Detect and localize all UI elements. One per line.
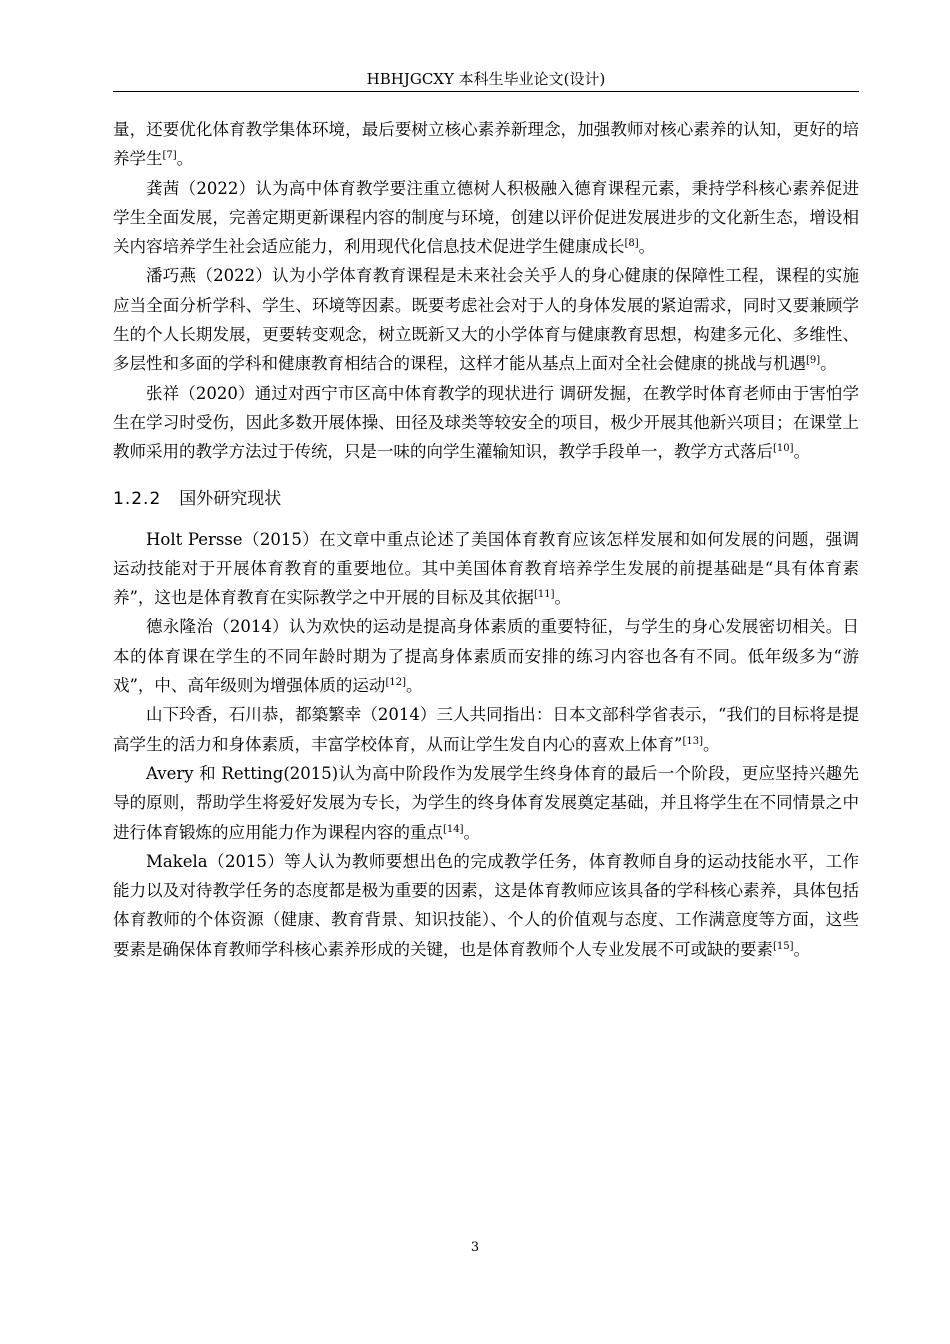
paragraph xyxy=(113,174,859,262)
page-header: HBHJGCXY 本科生毕业论文(设计) xyxy=(366,70,606,88)
citation-ref: [13] xyxy=(682,735,703,747)
section-title: 国外研究现状 xyxy=(179,488,282,509)
citation-ref: [15] xyxy=(773,940,794,952)
citation-ref: [9] xyxy=(806,355,821,367)
paragraph-end: 。 xyxy=(463,822,481,842)
paragraph xyxy=(113,525,859,613)
paragraph-text: 德永隆治（2014）认为欢快的运动是提高身体素质的重要特征，与学生的身心发展密切相关。日本的体育课在学生的不同年龄时期为了提高身体素质而安排的练习内容也各有不同。低年级多为“游戏”，中、高年级则为增强体质的运动 xyxy=(113,617,859,696)
paragraph-end: 。 xyxy=(405,676,423,696)
paragraph-text: Avery 和 Retting(2015)认为高中阶段作为发展学生终身体育的最后一个阶段，更应坚持兴趣先导的原则，帮助学生将爱好发展为专长，为学生的终身体育发展奠定基础，并且将学生在不同情景之中进行体育锻炼的应用能力作为课程内容的重点 xyxy=(113,763,859,842)
paragraph xyxy=(113,379,859,467)
header-rule xyxy=(113,91,859,92)
page-number: 3 xyxy=(470,1240,480,1255)
paragraph-text: 量，还要优化体育教学集体环境，最后要树立核心素养新理念，加强教师对核心素养的认知，更好的培养学生 xyxy=(113,120,859,169)
paragraph xyxy=(113,847,859,964)
paragraph-end: 。 xyxy=(820,354,837,374)
paragraph-continued xyxy=(113,115,859,174)
citation-ref: [10] xyxy=(773,443,794,455)
paragraph-end: 。 xyxy=(176,149,194,169)
citation-ref: [11] xyxy=(533,589,555,601)
citation-ref: [12] xyxy=(385,677,406,689)
paragraph-end: 。 xyxy=(702,734,720,754)
paragraph xyxy=(113,612,859,700)
section-number: 1.2.2 xyxy=(113,488,162,509)
paragraph-text: Holt Persse（2015）在文章中重点论述了美国体育教育应该怎样发展和如何发展的问题，强调运动技能对于开展体育教育的重要地位。其中美国体育教育培养学生发展的前提基础是“具有体育素养”，这也是体育教育在实际教学之中开展的目标及其依据 xyxy=(113,529,859,608)
citation-ref: [8] xyxy=(624,238,639,250)
paragraph-end: 。 xyxy=(638,237,656,257)
paragraph-text: 山下玲香，石川恭，都築繁幸（2014）三人共同指出：日本文部科学省表示，“我们的目标将是提高学生的活力和身体素质，丰富学校体育，从而让学生发自内心的喜欢上体育” xyxy=(113,705,859,754)
paragraph-end: 。 xyxy=(554,588,571,608)
paragraph-text: 潘巧燕（2022）认为小学体育教育课程是未来社会关乎人的身心健康的保障性工程，课程的实施应当全面分析学科、学生、环境等因素。既要考虑社会对于人的身体发展的紧迫需求，同时又要兼顾学生的个人长期发展，更要转变观念，树立既新又大的小学体育与健康教育思想，构建多元化、多维性、多层性和多面的学科和健康教育相结合的课程，这样才能从基点上面对全社会健康的挑战与机遇 xyxy=(113,266,859,374)
paragraph-end: 。 xyxy=(793,442,811,462)
paragraph-text: 龚茜（2022）认为高中体育教学要注重立德树人积极融入德育课程元素，秉持学科核心素养促进学生全面发展，完善定期更新课程内容的制度与环境，创建以评价促进发展进步的文化新生态，增设相关内容培养学生社会适应能力，利用现代化信息技术促进学生健康成长 xyxy=(113,178,859,257)
paragraph xyxy=(113,759,859,847)
body-text xyxy=(113,115,859,964)
paragraph-text: Makela（2015）等人认为教师要想出色的完成教学任务，体育教师自身的运动技能水平，工作能力以及对待教学任务的态度都是极为重要的因素，这是体育教师应该具备的学科核心素养，具体包括体育教师的个体资源（健康、教育背景、知识技能）、个人的价值观与态度、工作满意度等方面，这些要素是确保体育教师学科核心素养形成的关键，也是体育教师个人专业发展不可或缺的要素 xyxy=(113,851,859,959)
paragraph xyxy=(113,261,859,378)
section-heading xyxy=(113,485,859,514)
paragraph-text: 张祥（2020）通过对西宁市区高中体育教学的现状进行 调研发掘，在教学时体育老师由于害怕学生在学习时受伤，因此多数开展体操、田径及球类等较安全的项目，极少开展其他新兴项目；在课堂上教师采用的教学方法过于传统，只是一味的向学生灌输知识，教学手段单一，教学方式落后 xyxy=(113,383,859,462)
citation-ref: [7] xyxy=(162,150,177,162)
paragraph xyxy=(113,700,859,759)
citation-ref: [14] xyxy=(443,823,464,835)
paragraph-end: 。 xyxy=(793,939,811,959)
